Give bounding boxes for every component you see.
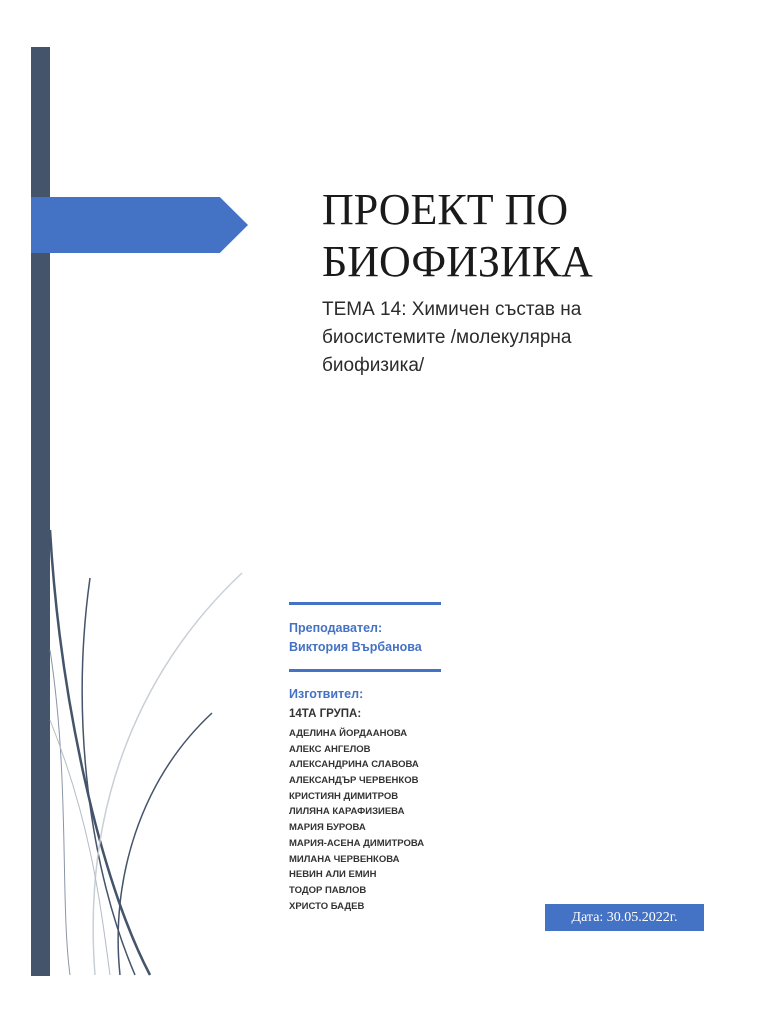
- member-item: ТОДОР ПАВЛОВ: [289, 884, 367, 896]
- member-item: ХРИСТО БАДЕВ: [289, 900, 365, 912]
- member-list: [289, 726, 424, 914]
- member-item: АЛЕКС АНГЕЛОВ: [289, 743, 371, 755]
- divider-bottom: [289, 669, 441, 672]
- member-item: НЕВИН АЛИ ЕМИН: [289, 869, 377, 881]
- member-item: АЛЕКСАНДЪР ЧЕРВЕНКОВ: [289, 775, 419, 787]
- member-item: ЛИЛЯНА КАРАФИЗИЕВА: [289, 806, 405, 818]
- member-item: АЛЕКСАНДРИНА СЛАВОВА: [289, 759, 419, 771]
- member-item: КРИСТИЯН ДИМИТРОВ: [289, 790, 399, 802]
- teacher-name: Виктория Върбанова: [289, 640, 422, 654]
- member-item: АДЕЛИНА ЙОРДААНОВА: [289, 728, 408, 739]
- divider-top: [289, 602, 441, 605]
- author-label: Изготвител:: [289, 687, 364, 701]
- teacher-label: Преподавател:: [289, 621, 383, 635]
- date-box: Дата: 30.05.2022г.: [545, 904, 704, 931]
- title-line-1: ПРОЕКТ ПО: [322, 185, 569, 234]
- group-name: 14ТА ГРУПА:: [289, 708, 362, 720]
- member-item: МАРИЯ БУРОВА: [289, 822, 366, 834]
- member-item: МИЛАНА ЧЕРВЕНКОВА: [289, 853, 400, 865]
- member-item: МАРИЯ-АСЕНА ДИМИТРОВА: [289, 837, 425, 849]
- title-line-2: БИОФИЗИКА: [322, 237, 593, 286]
- vertical-sidebar-bar: [31, 47, 50, 976]
- document-subtitle: ТЕМА 14: Химичен състав на биосистемите /молекулярна биофизика/: [322, 299, 582, 376]
- document-title: [322, 184, 722, 288]
- arrow-banner: [31, 197, 248, 253]
